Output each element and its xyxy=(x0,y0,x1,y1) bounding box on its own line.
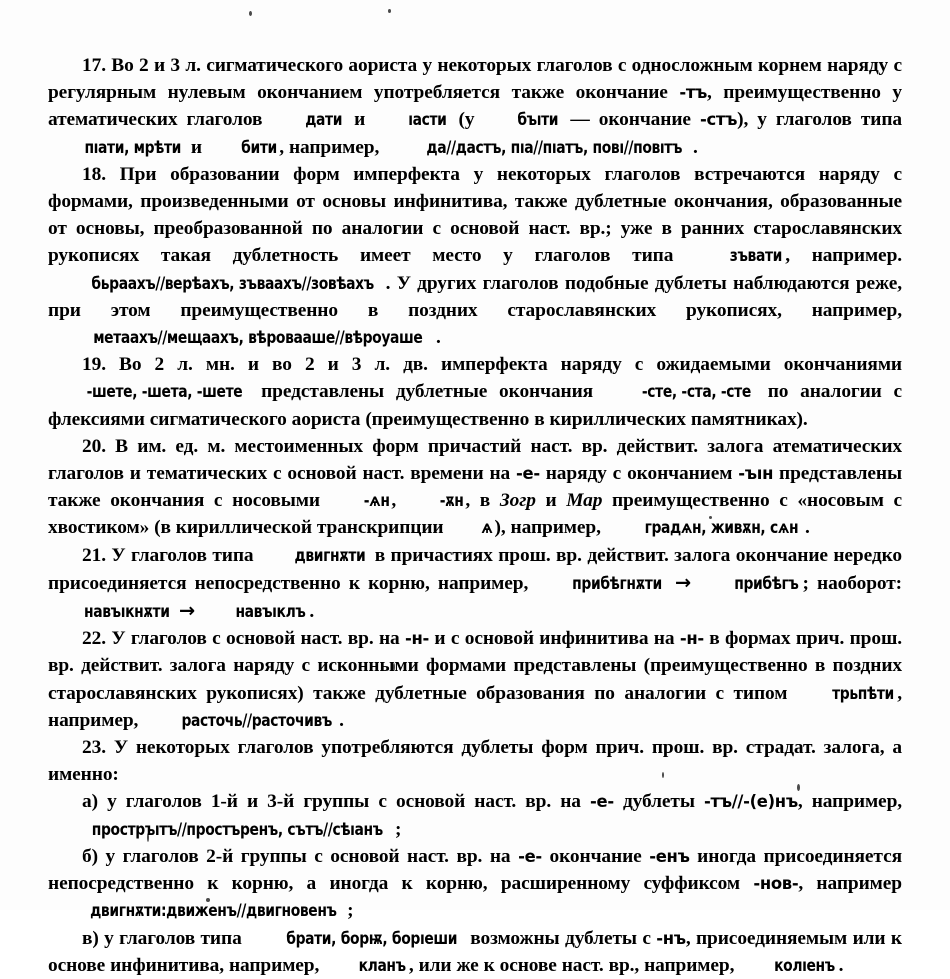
scan-artifact xyxy=(249,11,252,16)
ocs-form: прибѣгнѫти xyxy=(572,573,663,593)
cited-affix: -стъ xyxy=(699,110,738,130)
ocs-form: трьпѣти xyxy=(831,683,894,703)
paragraph-item-23a: а) у глаголов 1-й и 3-й группы с основой наст. вр. на -е- дублеты -тъ//-(е)нъ, например, простръıтъ//простъренъ, сътъ//сѣıанъ ; xyxy=(48,788,902,842)
item-number-23c: в) xyxy=(82,927,99,949)
ocs-form: навъıкнѫти xyxy=(84,602,170,622)
paragraph-item-21: 21. У глаголов типа двигнѫти в причастиях прош. вр. действит. залога окончание нередко присоединяется непосредственно к корню, например, прибѣгнѫти → прибѣгъ ; наоборот: навъıкнѫти → навъıклъ . xyxy=(48,542,902,626)
cited-affix: -ѫн xyxy=(439,491,464,511)
paragraph-item-20: 20. В им. ед. м. местоименных форм причастий наст. вр. действит. залога атематических глаголов и тематических с основой наст. времени на -е- наряду с окончанием -ъıн представлены также окончания с носовыми -ѧн , -ѫн , в Зогр и Мар преимущественно с «носовым с хвостиком» (в кириллической транскрипции ѧ), например, градѧн, живѫн, сѧн . xyxy=(48,433,902,542)
cited-affix: -шете, -шета, -шете xyxy=(86,382,243,402)
arrow-icon: → xyxy=(674,570,692,594)
ocs-form: колıенъ xyxy=(774,955,836,975)
arrow-icon: → xyxy=(178,599,196,623)
cited-affix: -н- xyxy=(679,629,704,649)
paragraph-item-17: 17. Во 2 и 3 л. сигматического аориста у некоторых глаголов с односложным корнем наряду с регулярным нулевым окончанием употребляется также окончание -тъ, преимущественно у атематических глаголов дати и ıасти (у бъıти — окончание -стъ), у глаголов типа пıати, мрѣти и бити , например, да//дастъ, пıа//пıатъ, повı//повıтъ . xyxy=(48,52,902,161)
ocs-form: ıасти xyxy=(408,110,447,130)
cited-affix: -нъ xyxy=(656,928,686,948)
body-text-column xyxy=(48,52,902,979)
item-number-23: 23. xyxy=(82,737,106,759)
cited-affix: -е- xyxy=(590,792,614,812)
ocs-form: да//дастъ, пıа//пıатъ, повı//повıтъ xyxy=(426,137,683,157)
cited-affix: -енъ xyxy=(649,846,690,866)
ocs-form: двигнѫти xyxy=(294,545,366,565)
manuscript-sigla: Мар xyxy=(566,490,603,512)
item-number-20: 20. xyxy=(82,435,106,457)
ocs-form: простръıтъ//простъренъ, сътъ//сѣıанъ xyxy=(91,819,383,839)
paragraph-item-23c: в) у глаголов типа брати, борѭ, борıеши возможны дублеты с -нъ, присоединяемым или к основе инфинитива, например, кланъ , или же к основе наст. вр., например, колıенъ . xyxy=(48,925,902,979)
manuscript-sigla: Зогр xyxy=(499,490,536,512)
cited-affix: -сте, -ста, -сте xyxy=(641,382,751,402)
ocs-form: расточь//расточивъ xyxy=(181,710,333,730)
ocs-form: метаахъ//мещаахъ, вѣровааше//вѣроуаше xyxy=(93,328,423,348)
item-number-23a: а) xyxy=(82,791,98,813)
ocs-form: зъвати xyxy=(729,246,783,266)
cited-affix: -е- xyxy=(518,846,542,866)
ocs-form: брати, борѭ, борıеши xyxy=(286,928,458,948)
cited-affix: -н- xyxy=(405,629,430,649)
item-number-18: 18. xyxy=(82,163,106,185)
cited-affix: -ѧн xyxy=(363,491,390,511)
ocs-form: пıати, мрѣти xyxy=(84,137,182,157)
ocs-form: бити xyxy=(240,137,277,157)
item-number-19: 19. xyxy=(82,354,106,376)
ocs-form: кланъ xyxy=(358,955,406,975)
ocs-form: навъıклъ xyxy=(235,602,306,622)
item-number-17: 17. xyxy=(82,55,106,76)
ocs-form: градѧн, живѫн, сѧн xyxy=(644,518,799,538)
paragraph-item-19: 19. Во 2 л. мн. и во 2 и 3 л. дв. имперфекта наряду с ожидаемыми окончаниями -шете, -шета, -шете представлены дублетные окончания -сте, -ста, -сте по аналогии с флексиями сигматического аориста (преимущественно в кириллических памятниках). xyxy=(48,354,902,430)
cited-affix: -тъ//-(е)нъ xyxy=(704,792,798,812)
scan-artifact xyxy=(388,9,391,13)
ocs-form: прибѣгъ xyxy=(734,573,799,593)
cited-affix: -ъıн xyxy=(738,464,774,484)
cited-affix: -е- xyxy=(516,464,540,484)
item-number-22: 22. xyxy=(82,628,106,650)
paragraph-item-18: 18. При образовании форм имперфекта у некоторых глаголов встречаются наряду с формами, произведенными от основы инфинитива, также дублетные окончания, образованные от основы, преобразованной по аналогии с основой наст. вр.; уже в ранних старославянских рукописях такая дублетность имеет место у глаголов типа зъвати , например. бьраахъ//верѣахъ, зъваахъ//зовѣахъ . У других глаголов подобные дублеты наблюдаются реже, при этом преимущественно в поздних старославянских рукописях, например, метаахъ//мещаахъ, вѣровааше//вѣроуаше . xyxy=(48,161,902,351)
ocs-letter: ѧ xyxy=(481,518,493,538)
ocs-form: двигнѫти:движенъ//двигновенъ xyxy=(90,901,337,921)
item-number-23b: б) xyxy=(82,845,98,867)
paragraph-item-23: 23. У некоторых глаголов употребляются дублеты форм прич. прош. вр. страдат. залога, а именно: xyxy=(48,737,902,786)
paragraph-item-23b: б) у глаголов 2-й группы с основой наст. вр. на -е- окончание -енъ иногда присоединяется непосредственно к корню, а иногда к корню, расширенному суффиксом -нов-, например двигнѫти:движенъ//двигновенъ ; xyxy=(48,843,902,925)
item-number-21: 21. xyxy=(82,544,106,566)
cited-affix: -тъ xyxy=(679,83,708,103)
ocs-form: бьраахъ//верѣахъ, зъваахъ//зовѣахъ xyxy=(91,273,374,293)
cited-affix: -нов- xyxy=(753,874,799,894)
paragraph-item-22: 22. У глаголов с основой наст. вр. на -н- и с основой инфинитива на -н- в формах прич. прош. вр. действит. залога наряду с исконными формами представлены (преимущественно в поздних старославянских рукописях) также дублетные образования по аналогии с типом трьпѣти , например, расточь//расточивъ . xyxy=(48,625,902,734)
ocs-form: бъıти xyxy=(517,110,559,130)
ocs-form: дати xyxy=(305,110,343,130)
